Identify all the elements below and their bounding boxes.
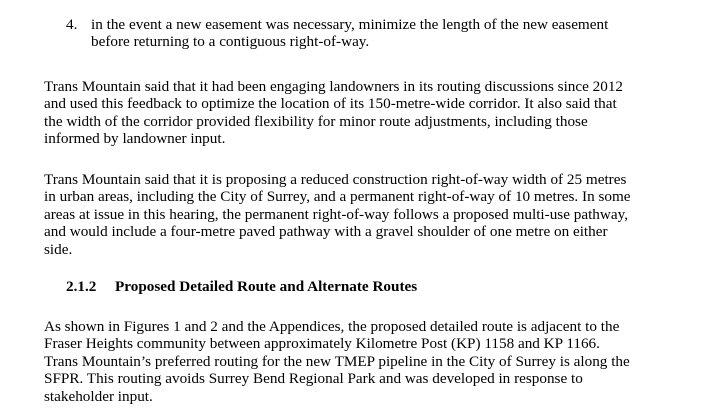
text-line: areas at issue in this hearing, the permanent right-of-way follows a proposed multi-use pathway, [44, 205, 628, 223]
text-line: and would include a four-metre paved pathway with a gravel shoulder of one metre on either [44, 223, 608, 241]
text-line: side. [44, 240, 73, 258]
text-line: Trans Mountain’s preferred routing for the new TMEP pipeline in the City of Surrey is along the [44, 352, 630, 370]
text-line: informed by landowner input. [44, 130, 226, 148]
text-line: Trans Mountain said that it had been engaging landowners in its routing discussions since 2012 [44, 78, 624, 95]
text-line: SFPR. This routing avoids Surrey Bend Regional Park and was developed in response to [44, 370, 583, 388]
text-line: in the event a new easement was necessary, minimize the length of the new easement [91, 16, 609, 33]
text-line: before returning to a contiguous right-of-way. [91, 33, 370, 51]
list-item-number: 4. [66, 16, 78, 33]
text-line: and used this feedback to optimize the location of its 150-metre-wide corridor. It also said that [44, 95, 617, 113]
numbered-list-item-4 [66, 16, 686, 51]
text-line: Trans Mountain said that it is proposing a reduced construction right-of-way width of 25 metres [44, 171, 627, 188]
section-heading-title: Proposed Detailed Route and Alternate Routes [115, 278, 418, 295]
paragraph-right-of-way-width [44, 171, 684, 258]
text-line: in urban areas, including the City of Surrey, and a permanent right-of-way of 10 metres. In some [44, 188, 631, 206]
text-line: the width of the corridor provided flexibility for minor route adjustments, including those [44, 112, 588, 130]
paragraph-proposed-route [44, 318, 684, 405]
text-line: stakeholder input. [44, 387, 153, 405]
text-line: As shown in Figures 1 and 2 and the Appendices, the proposed detailed route is adjacent to the [44, 318, 620, 335]
section-heading-number: 2.1.2 [66, 278, 97, 295]
section-heading [66, 278, 417, 295]
text-line: Fraser Heights community between approximately Kilometre Post (KP) 1158 and KP 1166. [44, 335, 600, 353]
list-item-text [91, 16, 686, 51]
paragraph-landowner-engagement [44, 78, 684, 148]
